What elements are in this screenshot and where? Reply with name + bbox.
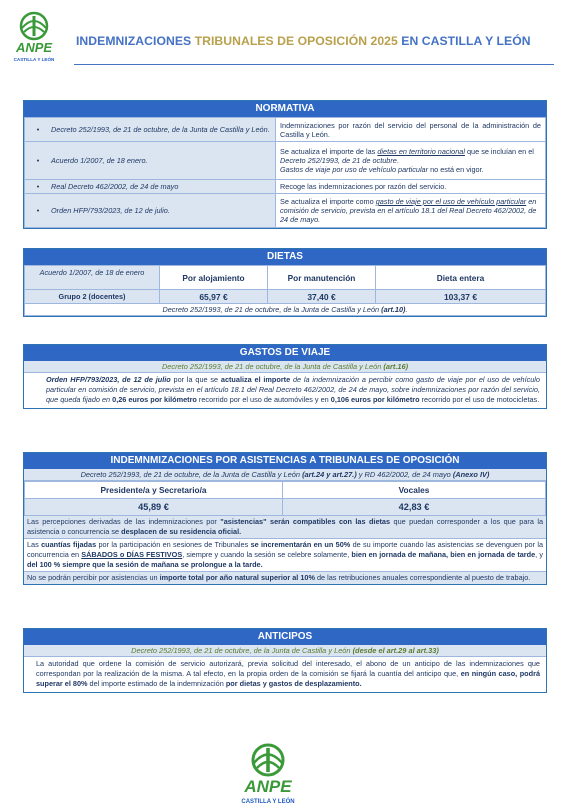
dietas-section [23,248,547,317]
asistencias-text-1: Las percepciones derivadas de las indemnizaciones por "asistencias" serán compatibles con las dietas que puedan corresponder a los que para la asistencia o concurrencia se desplacen de su residencia oficial. [24,516,546,539]
value-cell: 42,83 € [283,499,546,516]
header-divider [74,64,554,65]
col-header: Presidente/a y Secretario/a [25,482,283,499]
gastos-text: Orden HFP/793/2023, de 12 de julio por la que se actualiza el importe de la indemnización a percibir como gasto de viaje por el uso de vehículo particular en comisión de servicio, prevista en el artículo 18.1 del Real Decreto 462/2002, de 24 de mayo, sobre indemnizaciones por razón del servicio, que queda fijado en 0,26 euros por kilómetro recorrido por el uso de automóviles y en 0,106 euros por kilómetro recorrido por el uso de motocicletas. [46,375,540,404]
desc-cell: Se actualiza el importe de las dietas en territorio nacional que se incluían en el Decreto 252/1993, de 21 de octubre. Gastos de viaje por uso de vehículo particular no está en vigor. [276,142,546,180]
asistencias-title: INDEMNMIZACIONES POR ASISTENCIAS A TRIBUNALES DE OPOSICIÓN [24,453,546,469]
gastos-subtitle: Decreto 252/1993, de 21 de octubre, de la Junta de Castilla y León (art.16) [24,361,546,373]
anticipos-subtitle: Decreto 252/1993, de 21 de octubre, de la Junta de Castilla y León (desde el art.29 al art.33) [24,645,546,657]
anticipos-text: La autoridad que ordene la comisión de servicio autorizará, previa solicitud del interesado, el abono de un anticipo de las indemnizaciones que correspondan por la realización de la misma. A tal efecto, en la propia orden de la comisión se fijará la cuantía del anticipo que, en ningún caso, podrá superar el 80% del importe estimado de la indemnización por dietas y gastos de desplazamiento. [36,659,540,688]
anpe-logo [10,10,58,66]
svg-text:ANPE: ANPE [244,777,292,796]
col-header: Dieta entera [376,266,546,290]
asistencias-section [23,452,547,585]
value-cell: 103,37 € [376,290,546,304]
law-cell: • Real Decreto 462/2002, de 24 de mayo [25,180,276,194]
svg-text:CASTILLA Y LEÓN: CASTILLA Y LEÓN [241,799,295,805]
col-header: Por alojamiento [160,266,268,290]
table-row [25,266,546,290]
law-cell: • Orden HFP/793/2023, de 12 de julio. [25,194,276,228]
table-row [25,118,546,142]
anpe-footer-logo [236,742,300,806]
anticipos-section [23,628,547,693]
svg-text:ANPE: ANPE [15,40,53,55]
gastos-title: GASTOS DE VIAJE [24,345,546,361]
value-cell: 65,97 € [160,290,268,304]
table-row [25,180,546,194]
table-row [25,194,546,228]
normativa-section [23,100,547,229]
law-cell: • Acuerdo 1/2007, de 18 enero. [25,142,276,180]
dietas-table [24,265,546,316]
svg-text:CASTILLA Y LEÓN: CASTILLA Y LEÓN [13,57,55,62]
asistencias-text-2: Las cuantías fijadas por la participación en sesiones de Tribunales se incrementarán en un 50% de su importe cuando las asistencias se devenguen por la concurrencia en SÁBADOS o DÍAS FESTIVOS, siempre y cuando la sesión se celebre solamente, bien en jornada de mañana, bien en jornada de tarde, y del 100 % siempre que la sesión de mañana se prolongue a la tarde. [24,539,546,572]
law-cell: • Decreto 252/1993, de 21 de octubre, de la Junta de Castilla y León. [25,118,276,142]
asistencias-text-3: No se podrán percibir por asistencias un importe total por año natural superior al 10% de las retribuciones anuales correspondiente al puesto de trabajo. [24,572,546,584]
anticipos-title: ANTICIPOS [24,629,546,645]
normativa-table [24,117,546,228]
asistencias-subtitle: Decreto 252/1993, de 21 de octubre, de la Junta de Castilla y León (art.24 y art.27.) y RD 462/2002, de 24 mayo (Anexo IV) [24,469,546,481]
row-label: Grupo 2 (docentes) [25,290,160,304]
dietas-title: DIETAS [24,249,546,265]
table-row [25,482,546,499]
table-row [25,142,546,180]
col-header: Por manutención [268,266,376,290]
asistencias-table [24,481,546,516]
desc-cell: Indemnizaciones por razón del servicio del personal de la administración de Castilla y León. [276,118,546,142]
dietas-corner: Acuerdo 1/2007, de 18 de enero [25,266,160,290]
page-header [0,6,564,66]
table-row [25,304,546,316]
table-row [25,290,546,304]
normativa-title: NORMATIVA [24,101,546,117]
page-title: INDEMNIZACIONES TRIBUNALES DE OPOSICIÓN 2025 EN CASTILLA Y LEÓN [76,34,531,48]
col-header: Vocales [283,482,546,499]
value-cell: 45,89 € [25,499,283,516]
dietas-footer: Decreto 252/1993, de 21 de octubre, de la Junta de Castilla y León (art.10). [25,304,546,316]
table-row [25,499,546,516]
desc-cell: Se actualiza el importe como gasto de viaje por el uso de vehículo particular en comisión de servicio, prevista en el artículo 18.1 del Real Decreto 462/2002, de 24 de mayo. [276,194,546,228]
desc-cell: Recoge las indemnizaciones por razón del servicio. [276,180,546,194]
gastos-section [23,344,547,409]
value-cell: 37,40 € [268,290,376,304]
